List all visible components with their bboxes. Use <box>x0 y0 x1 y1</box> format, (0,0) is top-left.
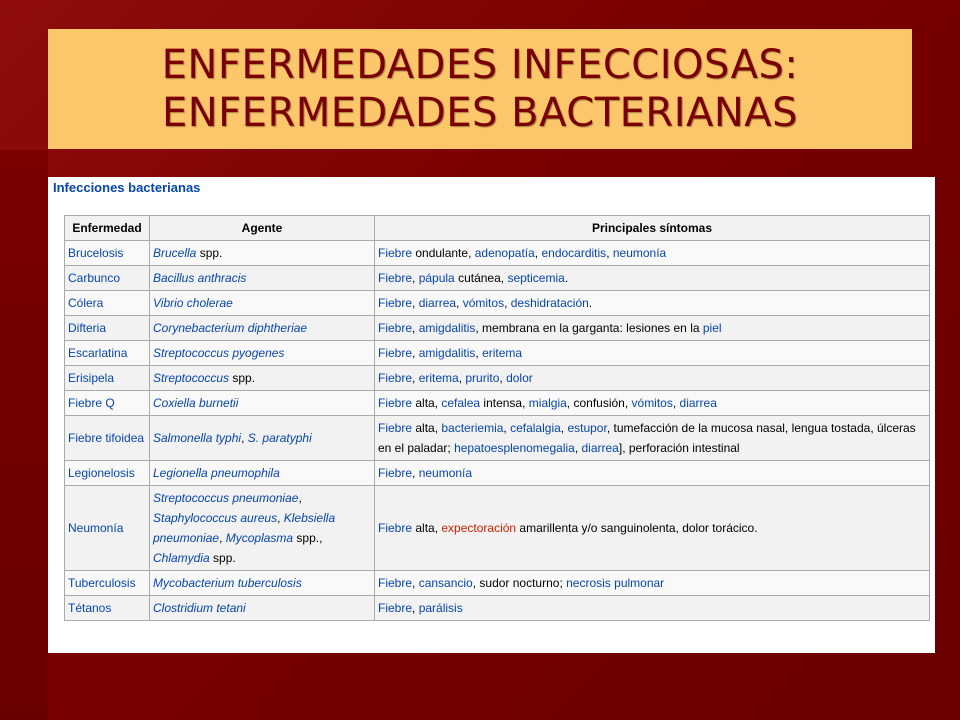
cell-link[interactable]: prurito <box>465 371 500 385</box>
cell-link[interactable]: Fiebre <box>378 601 413 615</box>
background-shade <box>0 150 48 720</box>
cell-disease <box>65 486 150 571</box>
cell-text: , <box>534 246 542 260</box>
cell-agent <box>150 486 375 571</box>
cell-link[interactable]: S. paratyphi <box>247 431 312 445</box>
table-row <box>65 341 930 366</box>
slide-title-box <box>48 29 912 149</box>
cell-text: , <box>412 371 419 385</box>
cell-link[interactable]: cefalea <box>441 396 481 410</box>
cell-link[interactable]: Fiebre <box>378 421 413 435</box>
table-row <box>65 571 930 596</box>
cell-link[interactable]: Streptococcus pyogenes <box>153 346 285 360</box>
cell-link[interactable]: Fiebre <box>378 576 413 590</box>
cell-text: , <box>412 271 419 285</box>
cell-text: , <box>503 421 511 435</box>
cell-text: , <box>412 576 419 590</box>
cell-text: spp., <box>293 531 323 545</box>
cell-link[interactable]: Brucella <box>153 246 197 260</box>
cell-text: spp. <box>229 371 256 385</box>
cell-agent <box>150 291 375 316</box>
cell-link[interactable]: diarrea <box>679 396 717 410</box>
table-row <box>65 596 930 621</box>
cell-link[interactable]: Fiebre <box>378 246 413 260</box>
cell-link[interactable]: Fiebre <box>378 296 413 310</box>
cell-link[interactable]: Mycobacterium tuberculosis <box>153 576 302 590</box>
cell-link[interactable]: dolor <box>506 371 533 385</box>
cell-link[interactable]: Fiebre <box>378 521 413 535</box>
cell-disease <box>65 366 150 391</box>
table-header-row <box>65 216 930 241</box>
cell-disease <box>65 596 150 621</box>
cell-link[interactable]: necrosis pulmonar <box>566 576 665 590</box>
disease-link[interactable]: Escarlatina <box>68 346 128 360</box>
cell-symptoms <box>375 316 930 341</box>
disease-link[interactable]: Tuberculosis <box>68 576 136 590</box>
header-sintomas: Principales síntomas <box>375 216 930 241</box>
cell-text: , <box>560 421 568 435</box>
disease-link[interactable]: Erisipela <box>68 371 115 385</box>
cell-link[interactable]: vómitos <box>631 396 673 410</box>
cell-link[interactable]: Klebsiella pneumoniae <box>153 511 336 545</box>
disease-link[interactable]: Difteria <box>68 321 107 335</box>
cell-text: , membrana en la garganta: lesiones en la <box>475 321 703 335</box>
slide-title-line-2: ENFERMEDADES BACTERIANAS <box>161 90 799 136</box>
cell-text: , sudor nocturno; <box>472 576 567 590</box>
cell-text: , <box>499 371 507 385</box>
cell-link[interactable]: pápula <box>418 271 455 285</box>
cell-link[interactable]: Mycoplasma <box>225 531 294 545</box>
cell-text: , <box>475 346 483 360</box>
cell-link[interactable]: neumonía <box>418 466 473 480</box>
table-row <box>65 391 930 416</box>
cell-text: , <box>298 491 302 505</box>
cell-link[interactable]: Fiebre <box>378 466 413 480</box>
table-row <box>65 291 930 316</box>
cell-link[interactable]: cefalalgia <box>510 421 561 435</box>
cell-link[interactable]: estupor <box>567 421 607 435</box>
cell-text: alta, <box>412 421 442 435</box>
cell-link[interactable]: Streptococcus <box>153 371 230 385</box>
table-row <box>65 461 930 486</box>
cell-text: , <box>456 296 463 310</box>
cell-symptoms <box>375 571 930 596</box>
cell-text: , <box>606 246 613 260</box>
cell-text: , confusión, <box>566 396 632 410</box>
cell-text: , <box>412 346 419 360</box>
cell-text: alta, <box>412 396 442 410</box>
cell-link[interactable]: amigdalitis <box>418 321 476 335</box>
cell-link[interactable]: Bacillus anthracis <box>153 271 247 285</box>
cell-text: spp. <box>196 246 223 260</box>
cell-symptoms <box>375 486 930 571</box>
cell-agent <box>150 571 375 596</box>
cell-symptoms <box>375 461 930 486</box>
cell-link[interactable]: Fiebre <box>378 271 413 285</box>
cell-text: , <box>219 531 226 545</box>
cell-agent <box>150 416 375 461</box>
cell-link[interactable]: vómitos <box>462 296 505 310</box>
cell-link[interactable]: neumonía <box>612 246 667 260</box>
slide-title-line-1: ENFERMEDADES INFECCIOSAS: <box>161 42 799 88</box>
cell-text: . <box>588 296 593 310</box>
cell-link[interactable]: Fiebre <box>378 396 413 410</box>
header-agente: Agente <box>150 216 375 241</box>
cell-text: , <box>241 431 248 445</box>
table-row <box>65 241 930 266</box>
cell-text: , tumefacción de la mucosa nasal, lengua tostada, úlceras en el paladar; <box>378 421 916 455</box>
disease-link[interactable]: Brucelosis <box>68 246 124 260</box>
table-body <box>65 241 930 621</box>
cell-agent <box>150 461 375 486</box>
cell-agent <box>150 241 375 266</box>
cell-text: intensa, <box>480 396 529 410</box>
cell-link[interactable]: Streptococcus pneumoniae <box>153 491 299 505</box>
cell-link[interactable]: Chlamydia <box>153 551 210 565</box>
cell-text: , <box>277 511 284 525</box>
disease-link[interactable]: Neumonía <box>68 521 124 535</box>
cell-agent <box>150 366 375 391</box>
disease-link[interactable]: Tétanos <box>68 601 112 615</box>
cell-text: ], perforación intestinal <box>618 441 740 455</box>
cell-link[interactable]: Fiebre <box>378 321 413 335</box>
cell-agent <box>150 341 375 366</box>
cell-link[interactable]: amigdalitis <box>418 346 476 360</box>
cell-text: spp. <box>209 551 236 565</box>
cell-symptoms <box>375 341 930 366</box>
disease-link[interactable]: Legionelosis <box>68 466 135 480</box>
cell-symptoms <box>375 366 930 391</box>
cell-link[interactable]: Legionella pneumophila <box>153 466 280 480</box>
cell-disease <box>65 291 150 316</box>
table-row <box>65 416 930 461</box>
cell-text: cutánea, <box>454 271 508 285</box>
cell-symptoms <box>375 391 930 416</box>
cell-text: , <box>412 466 419 480</box>
cell-disease <box>65 571 150 596</box>
bacterial-infections-table <box>64 215 930 621</box>
cell-text: ondulante, <box>412 246 475 260</box>
cell-link[interactable]: Corynebacterium diphtheriae <box>153 321 308 335</box>
cell-link[interactable]: Fiebre <box>378 371 413 385</box>
cell-text: , <box>412 296 419 310</box>
cell-text: , <box>412 321 419 335</box>
disease-link[interactable]: Fiebre tifoidea <box>68 431 145 445</box>
table-row <box>65 316 930 341</box>
cell-text: , <box>458 371 466 385</box>
table-row <box>65 366 930 391</box>
cell-text: , <box>412 601 419 615</box>
cell-link[interactable]: mialgia <box>528 396 567 410</box>
cell-disease <box>65 391 150 416</box>
disease-link[interactable]: Cólera <box>68 296 104 310</box>
cell-link[interactable]: deshidratación <box>510 296 589 310</box>
cell-text: , <box>504 296 511 310</box>
cell-disease <box>65 241 150 266</box>
cell-symptoms <box>375 291 930 316</box>
panel-heading: Infecciones bacterianas <box>53 180 201 195</box>
cell-link[interactable]: diarrea <box>418 296 457 310</box>
cell-agent <box>150 391 375 416</box>
wiki-screenshot-panel <box>48 177 935 653</box>
cell-link[interactable]: eritema <box>418 371 459 385</box>
cell-disease <box>65 461 150 486</box>
cell-disease <box>65 341 150 366</box>
cell-disease <box>65 316 150 341</box>
cell-link[interactable]: expectoración <box>441 521 517 535</box>
cell-symptoms <box>375 416 930 461</box>
cell-text: amarillenta y/o sanguinolenta, dolor torácico. <box>516 521 758 535</box>
cell-link[interactable]: Coxiella burnetii <box>153 396 239 410</box>
cell-link[interactable]: endocarditis <box>541 246 607 260</box>
cell-text: , <box>574 441 582 455</box>
cell-symptoms <box>375 596 930 621</box>
cell-link[interactable]: Fiebre <box>378 346 413 360</box>
cell-link[interactable]: adenopatía <box>474 246 535 260</box>
cell-agent <box>150 596 375 621</box>
cell-link[interactable]: Clostridium tetani <box>153 601 246 615</box>
cell-text: . <box>564 271 569 285</box>
table-row <box>65 486 930 571</box>
cell-link[interactable]: piel <box>702 321 722 335</box>
cell-agent <box>150 316 375 341</box>
cell-text: alta, <box>412 521 442 535</box>
cell-agent <box>150 266 375 291</box>
cell-link[interactable]: cansancio <box>418 576 473 590</box>
cell-symptoms <box>375 241 930 266</box>
header-enfermedad: Enfermedad <box>65 216 150 241</box>
cell-link[interactable]: parálisis <box>418 601 463 615</box>
cell-link[interactable]: bacteriemia <box>441 421 504 435</box>
cell-link[interactable]: Staphylococcus aureus <box>153 511 278 525</box>
cell-link[interactable]: eritema <box>482 346 523 360</box>
cell-link[interactable]: Vibrio cholerae <box>153 296 233 310</box>
disease-link[interactable]: Fiebre Q <box>68 396 115 410</box>
cell-disease <box>65 416 150 461</box>
cell-symptoms <box>375 266 930 291</box>
cell-link[interactable]: hepatoesplenomegalia <box>454 441 575 455</box>
table-row <box>65 266 930 291</box>
disease-link[interactable]: Carbunco <box>68 271 121 285</box>
cell-disease <box>65 266 150 291</box>
cell-link[interactable]: diarrea <box>581 441 619 455</box>
cell-link[interactable]: septicemia <box>507 271 565 285</box>
cell-link[interactable]: Salmonella typhi <box>153 431 242 445</box>
cell-text: , <box>672 396 680 410</box>
